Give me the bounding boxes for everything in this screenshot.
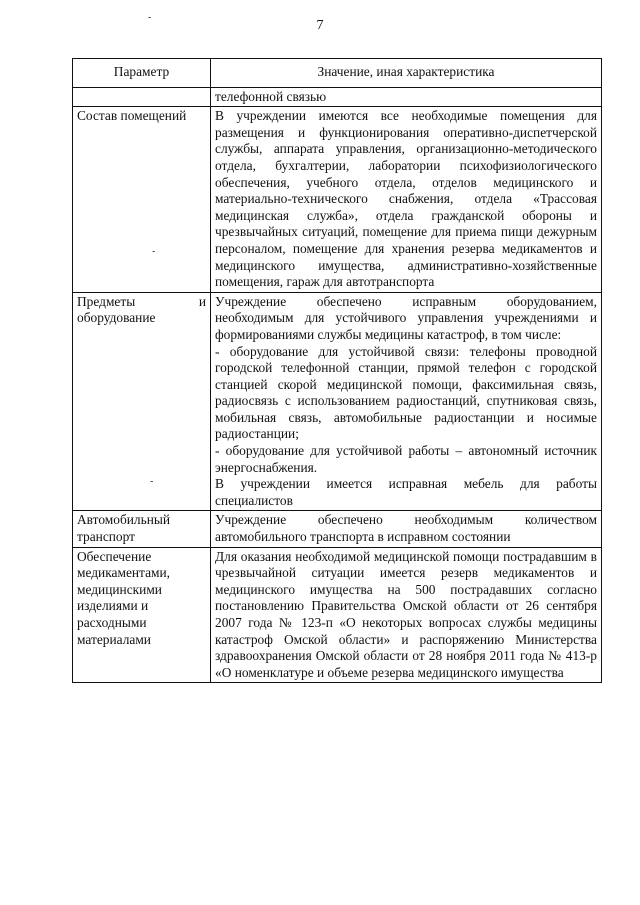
scan-mark: - [150,476,154,487]
param-cell: Автомобильный транспорт [73,511,211,547]
column-header-parameter: Параметр [73,59,211,88]
value-cell: Учреждение обеспечено необходимым количеством автомобильного транспорта в исправном состоянии [211,511,602,547]
table-header-row [73,59,602,88]
value-paragraph: Учреждение обеспечено исправным оборудованием, необходимым для устойчивого управления учреждениями и формированиями службы медицины катастроф, в том числе: [215,293,597,342]
table-row [73,511,602,547]
value-cell: телефонной связью [211,87,602,107]
table-row [73,292,602,511]
scan-mark: - [152,246,156,257]
value-cell: Для оказания необходимой медицинской помощи пострадавшим в чрезвычайной ситуации имеется резерв медикаментов и медицинского имущества на 500 пострадавших согласно постановлению Правительства Омской области от 26 сентября 2007 года № 123-п «О некоторых вопросах службы медицины катастроф Омской области» и распоряжению Министерства здравоохранения Омской области от 28 ноября 2011 года № 413-р «О номенклатуре и объеме резерва медицинского имущества [211,547,602,683]
param-cell [73,87,211,107]
param-cell: Состав помещений [73,107,211,293]
value-cell [211,292,602,511]
table-row [73,87,602,107]
value-cell: В учреждении имеются все необходимые помещения для размещения и функционирования оперативно-диспетчерской службы, аппарата управления, организационно-методического отдела, бухгалтерии, лаборатории психофизиологического обеспечения, учебного отдела, отделов медицинского и материально-технического снабжения, отдела «Трассовая медицинская служба», отдела гражданской обороны и чрезвычайных ситуаций, помещение для приема пищи дежурным персоналом, помещение для хранения резерва медикаментов и медицинского имущества, административно-хозяйственные помещения, гараж для автотранспорта [211,107,602,293]
table-row [73,107,602,293]
param-cell: Предметы и оборудование [73,292,211,511]
scan-mark: - [148,12,152,23]
value-paragraph: В учреждении имеется исправная мебель для работы специалистов [215,476,597,508]
page-number: 7 [316,18,324,33]
param-cell: Обеспечение медикаментами, медицинскими изделиями и расходными материалами [73,547,211,683]
value-paragraph: - оборудование для устойчивой связи: телефоны проводной городской телефонной станции, прямой телефон с городской станцией скорой медицинской помощи, факсимильная связь, радиосвязь с использованием радиостанций, спутниковая связь, мобильная связь, автомобильные радиостанции и носимые радиостанции; [215,343,597,442]
parameters-table [72,58,602,683]
table-row [73,547,602,683]
column-header-value: Значение, иная характеристика [211,59,602,88]
value-paragraph: - оборудование для устойчивой работы – автономный источник энергоснабжения. [215,443,597,475]
